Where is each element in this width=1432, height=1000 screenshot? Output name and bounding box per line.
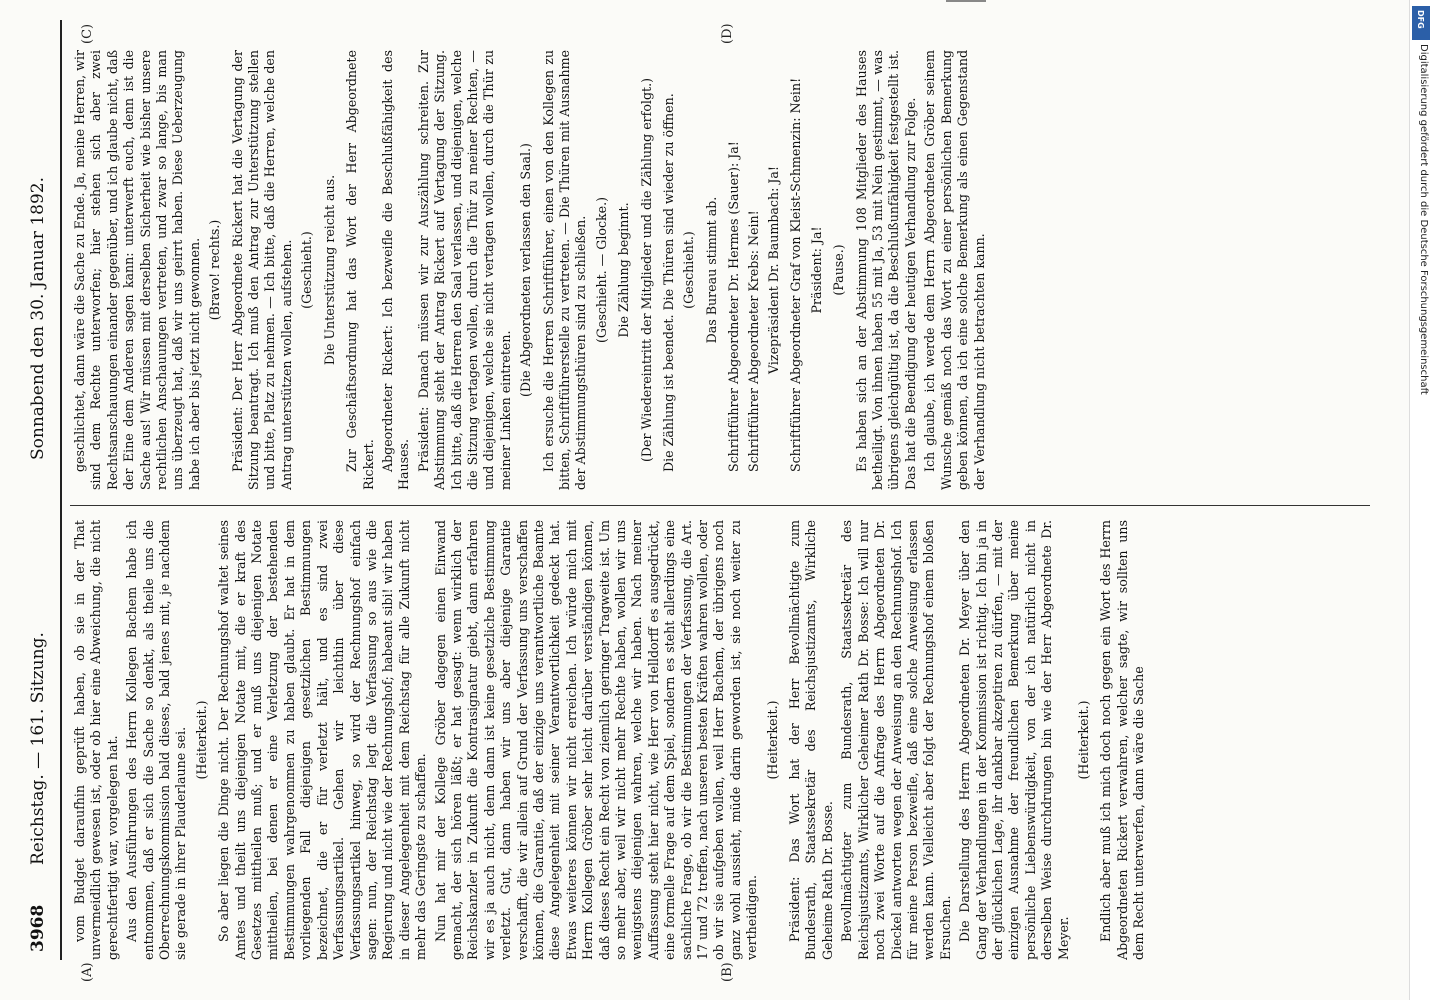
paragraph: Schriftführer Abgeordneter Graf von Kleist-Schmenzin: Nein! [788,77,804,472]
dfg-logo [1412,6,1430,40]
paragraph: Ich ersuche die Herren Schriftführer, einen von den Kollegen zu bitten, Schriftführerstelle zu vertreten. — Die Thüren mit Ausnahme der Abstimmungsthüren sind zu schließen. [540,50,589,490]
margin-marker-d: (D) [720,23,735,44]
paragraph: Das Bureau stimmt ab. [703,196,719,344]
paragraph: (Bravo! rechts.) [207,219,223,321]
paragraph: Die Zählung ist beendet. Die Thüren sind wieder zu öffnen. [661,93,676,472]
paragraph: Präsident: Das Wort hat der Herr Bevollmächtigte zum Bundesrath, Staatssekretär des Reichsjustizamts, Wirkliche Geheime Rath Dr. Bosse. [787,520,835,960]
paragraph: Endlich aber muß ich mich doch noch gegen ein Wort des Herrn Abgeordneten Rickert verwahren, welcher sagte, wir sollten uns dem Recht unterwerfen, dann wäre die Sache [1098,520,1147,960]
paragraph: vom Budget daraufhin geprüft haben, ob sie in der That unvermeidlich gewesen ist, oder ob hier eine Abweichung, die nicht gerechtfertigt war, vorgelegen hat. [72,520,120,960]
page-number: 3968 [28,904,48,952]
rotated-document-page [20,20,1390,982]
paragraph: Zur Geschäftsordnung hat das Wort der Herr Abgeordnete Rickert. [344,50,376,490]
paragraph: Die Zählung beginnt. [616,202,632,338]
paragraph: (Pause.) [831,244,847,296]
edge-strip [1409,0,1432,1000]
paragraph: Präsident: Der Herr Abgeordnete Rickert hat die Vertagung der Sitzung beantragt. Ich muß den Antrag zur Unterstützung stellen und bitte, Platz zu nehmen. — Ich bitte, daß die Herren, welche den Antrag unterstützen wollen, aufstehen. [229,50,294,490]
paragraph: (Die Abgeordneten verlassen den Saal.) [518,143,534,397]
paragraph: Schriftführer Abgeordneter Dr. Hermes (Sauer): Ja! [726,141,742,472]
paragraph: Präsident: Ja! [808,226,824,314]
paragraph: Aus den Ausführungen des Herrn Kollegen Bachem habe ich entnommen, daß er sich die Sache so denkt, als theile uns die Oberrechnungskommission bald dieses, bald jenes mit, je nachdem sie gerade in ihrer Plauderlaune sei. [124,520,189,960]
paragraph: (Geschieht.) [299,231,315,309]
margin-marker-a: (A) [80,962,95,982]
paragraph: (Heiterkeit.) [1075,700,1091,780]
paragraph: Nun hat mir der Kollege Gröber dagegen einen Einwand gemacht, der sich hören läßt; er hat gesagt: wenn wirklich der Reichskanzler in Zukunft die Kontrasignatur giebt, dann erfahren wir es ja auch nicht, denn dann ist keine gesetzliche Bestimmung verletzt. Gut, dann haben wir uns aber diejenige Garantie verschafft, die wir allein auf Grund der Verfassung uns verschaffen können, die Garantie, daß der einzige uns verantwortliche Beamte diese Angelegenheit mit seiner Verantwortlichkeit gedeckt hat. Etwas weiteres können wir nicht erreichen. Ich würde mich mit Herrn Kollegen Gröber sehr leicht darüber verständigen können, daß dieses Recht ein Recht von ziemlich geringer Tragweite ist. Um so mehr aber, weil wir nicht mehr Rechte haben, wollen wir uns wenigstens diejenigen wahren, welche wir haben. Nach meiner Auffassung steht hier nicht, wie Herr von Helldorff es ausgedrückt, eine formelle Frage auf dem Spiel, sondern es steht allerdings eine sachliche Frage, ob wir die Bestimmungen der Verfassung, die Art. 17 und 72 treffen, nach unseren besten Kräften wahren wollen, oder ob wir sie aufgeben wollen, weil Herr Bachem, der übrigens noch ganz wohl aussieht, müde darin geworden ist, sie noch weiter zu vertheidigen. [432,520,760,960]
column-divider [70,505,1370,506]
left-column [72,520,1362,960]
paragraph: Abgeordneter Rickert: Ich bezweifle die Beschlußfähigkeit des Hauses. [379,50,412,490]
dfg-logo-text: DFG [1416,10,1425,29]
scan-edge-line [946,0,986,2]
margin-marker-b: (B) [720,962,735,982]
right-running-head: Sonnabend den 30. Januar 1892. [28,176,48,460]
margin-marker-c: (C) [80,23,95,44]
paragraph: (Geschieht. — Glocke.) [593,196,609,344]
running-header [20,20,62,960]
paragraph: (Heiterkeit.) [764,700,780,780]
right-column [72,50,1362,490]
paragraph: Vizepräsident Dr. Baumbach: Ja! [766,166,782,374]
paragraph: Die Unterstützung reicht aus. [321,174,337,366]
paragraph: (Der Wiedereintritt der Mitglieder und die Zählung erfolgt.) [638,78,654,462]
paragraph: (Geschieht.) [681,231,697,309]
paragraph: geschlichtet, dann wäre die Sache zu Ende. Ja, meine Herren, wir sind dem Rechte unterworfen; hier stehen sich aber zwei Rechtsanschauungen einander gegenüber, und ich glaube nicht, daß der Eine dem Anderen sagen kann: unterwerft euch, denn ist die Sache aus! Wir müssen mit derselben Sicherheit wie bisher unsere rechtlichen Anschauungen vertreten, und zwar so lange, bis man uns überzeugt hat, daß wir uns geirrt haben. Diese Ueberzeugung habe ich aber bis jetzt nicht gewonnen. [72,50,202,490]
paragraph: Ich glaube, ich werde dem Herrn Abgeordneten Gröber seinem Wunsche gemäß noch das Wort zu einer persönlichen Bemerkung geben können, da ich eine solche Bemerkung als einen Gegenstand der Verhandlung nicht betrachten kann. [922,50,987,490]
paragraph: Präsident: Danach müssen wir zur Auszählung schreiten. Zur Abstimmung steht der Antrag Rickert auf Vertagung der Sitzung. Ich bitte, daß die Herren den Saal verlassen, und diejenigen, welche die Sitzung vertagen wollen, durch die Thür zu meiner Rechten, — und diejenigen, welche sie nicht vertagen wollen, durch die Thür zu meiner Linken eintreten. [415,50,513,490]
paragraph: (Heiterkeit.) [193,700,209,780]
paragraph: Es haben sich an der Abstimmung 108 Mitglieder des Hauses betheiligt. Von ihnen haben 55 mit Ja, 53 mit Nein gestimmt, — was übrigens gleichgültig ist, da die Beschlußunfähigkeit festgestellt ist. Das hat die Beendigung der heutigen Verhandlung zur Folge. [853,50,918,490]
funding-caption: Digitalisierung gefördert durch die Deutsche Forschungsgemeinschaft [1418,44,1429,395]
paragraph: Die Darstellung des Herrn Abgeordneten Dr. Meyer über den Gang der Verhandlungen in der Kommission ist richtig. Ich bin ja in der glücklichen Lage, ihr dankbar akzeptiren zu dürfen, — mit der einzigen Ausnahme der freundlichen Bemerkung über meine persönliche Liebenswürdigkeit, von der ich natürlich nicht in derselben Weise durchdrungen bin wie der Herr Abgeordnete Dr. Meyer. [957,520,1071,960]
paragraph: Bevollmächtigter zum Bundesrath, Staatssekretär des Reichsjustizamts, Wirklicher Geheimer Rath Dr. Bosse: Ich will nur noch zwei Worte auf die Anfrage des Herrn Abgeordneten Dr. Dieckel antworten wegen der Anweisung an den Rechnungshof. Ich für meine Person bezweifle, daß eine solche Anweisung erlassen werden kann. Vielleicht aber folgt der Rechnungshof einem bloßen Ersuchen. [839,520,953,960]
left-running-head: Reichstag. — 161. Sitzung. [28,632,48,865]
paragraph: So aber liegen die Dinge nicht. Der Rechnungshof waltet seines Amtes und theilt uns diejenigen Notate mit, die er kraft des Gesetzes mittheilen muß; und er muß uns diejenigen Notate mittheilen, bei denen er eine Verletzung der bestehenden Bestimmungen wahrgenommen zu haben glaubt. Er hat in dem vorliegenden Fall diejenigen gesetzlichen Bestimmungen bezeichnet, die er für verletzt hält, und es sind zwei Verfassungsartikel. Gehen wir leichthin über diese Verfassungsartikel hinweg, so wird der Rechnungshof einfach sagen: nun, der Reichstag legt die Verfassung so aus wie die Regierung und nicht wie der Rechnungshof; habeant sibi! wir haben in dieser Angelegenheit mit dem Reichstag für alle Zukunft nicht mehr das Geringste zu schaffen. [216,520,429,960]
paragraph: Schriftführer Abgeordneter Krebs: Nein! [745,210,761,472]
